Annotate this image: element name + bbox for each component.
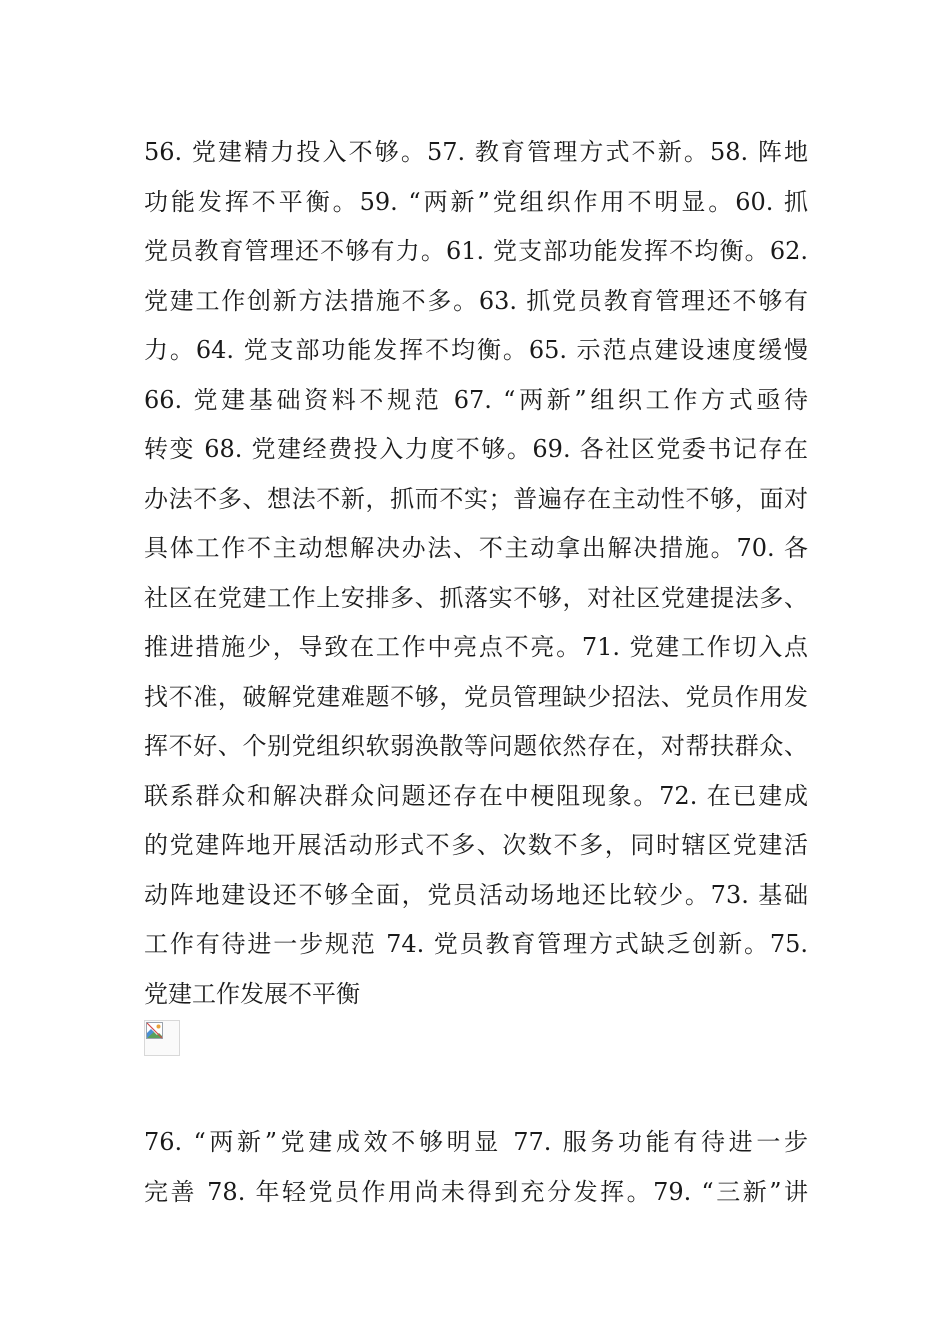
text-line: 具体工作不主动想解决办法、不主动拿出解决措施。70. 各 <box>144 534 808 562</box>
paragraph-1 <box>144 128 808 1019</box>
text-line: 完善 78. 年轻党员作用尚未得到充分发挥。79. “三新”讲 <box>144 1177 808 1206</box>
text-line: 党建工作创新方法措施不多。63. 抓党员教育管理还不够有 <box>144 286 808 315</box>
text-line: 的党建阵地开展活动形式不多、次数不多，同时辖区党建活 <box>144 831 808 859</box>
text-line: 功能发挥不平衡。59. “两新”党组织作用不明显。60. 抓 <box>144 187 808 216</box>
text-line: 党员教育管理还不够有力。61. 党支部功能发挥不均衡。62. <box>144 237 808 265</box>
text-line: 工作有待进一步规范 74. 党员教育管理方式缺乏创新。75. <box>144 930 808 958</box>
text-line: 联系群众和解决群众问题还存在中梗阻现象。72. 在已建成 <box>144 781 808 810</box>
image-placeholder <box>144 1020 180 1056</box>
text-line: 力。64. 党支部功能发挥不均衡。65. 示范点建设速度缓慢 <box>144 336 808 364</box>
text-line: 66. 党建基础资料不规范 67. “两新”组织工作方式亟待 <box>144 385 808 414</box>
text-line: 社区在党建工作上安排多、抓落实不够，对社区党建提法多、 <box>144 583 808 612</box>
text-line: 56. 党建精力投入不够。57. 教育管理方式不新。58. 阵地 <box>144 138 808 166</box>
paragraph-2 <box>144 1118 808 1217</box>
text-line: 推进措施少，导致在工作中亮点不亮。71. 党建工作切入点 <box>144 633 808 661</box>
text-line: 76. “两新”党建成效不够明显 77. 服务功能有待进一步 <box>144 1128 808 1156</box>
text-line: 动阵地建设还不够全面，党员活动场地还比较少。73. 基础 <box>144 880 808 909</box>
text-line: 转变 68. 党建经费投入力度不够。69. 各社区党委书记存在 <box>144 435 808 463</box>
text-line: 办法不多、想法不新，抓而不实；普遍存在主动性不够，面对 <box>144 484 808 513</box>
text-line: 找不准，破解党建难题不够，党员管理缺少招法、党员作用发 <box>144 682 808 711</box>
text-line: 挥不好、个别党组织软弱涣散等问题依然存在，对帮扶群众、 <box>144 732 808 760</box>
text-line: 党建工作发展不平衡 <box>144 979 360 1008</box>
broken-image-icon <box>146 1022 164 1040</box>
